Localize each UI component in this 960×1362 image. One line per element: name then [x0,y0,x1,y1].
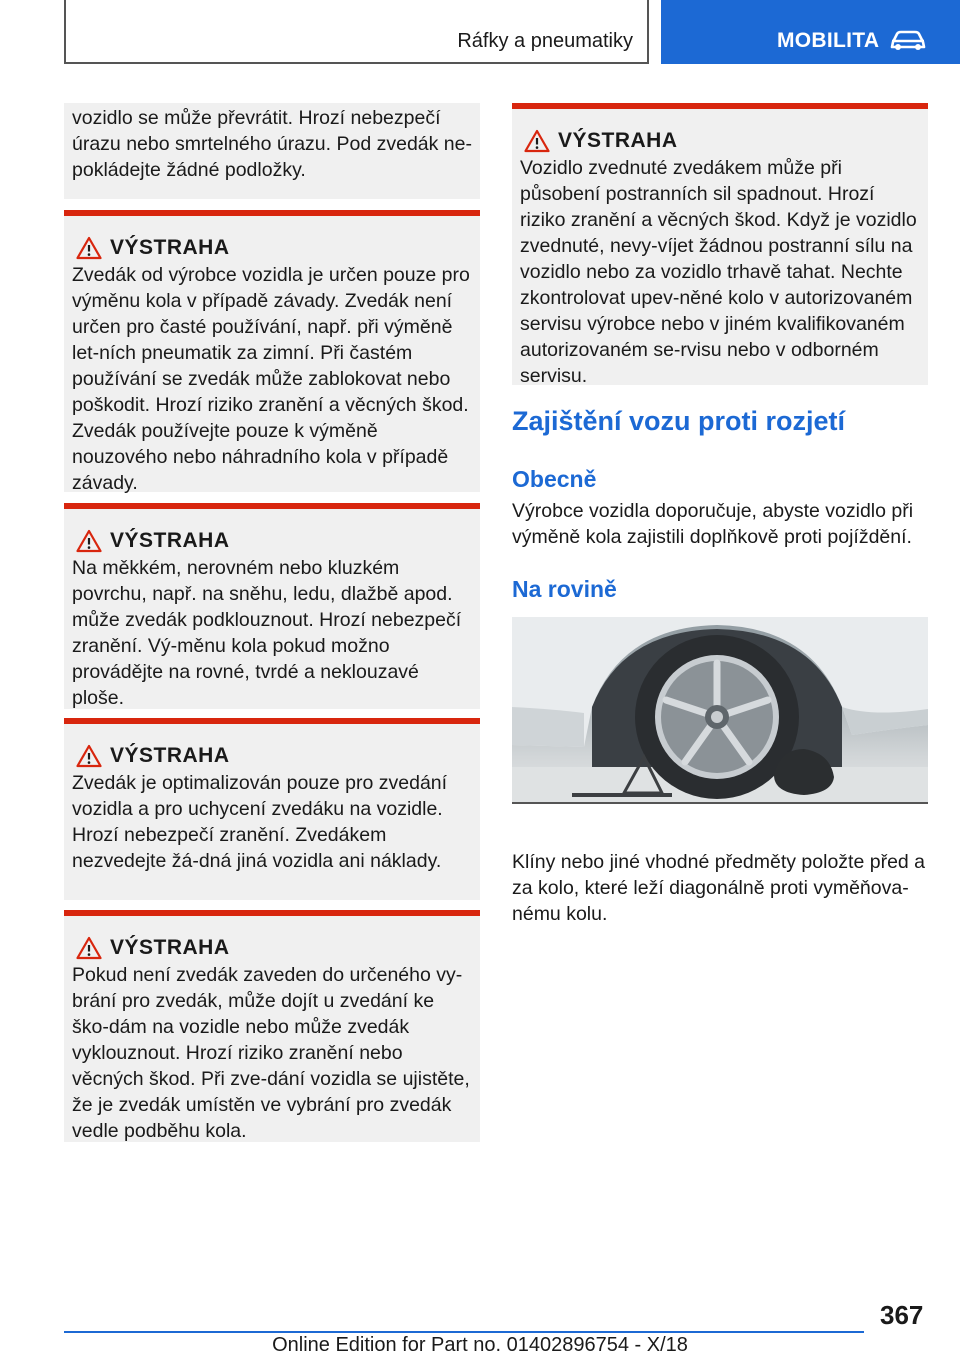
warning-box [64,503,480,709]
warning-box [64,910,480,1142]
warning-text: Na měkkém, nerovném nebo kluzkém povrchu, např. na sněhu, ledu, dlažbě apod. může zvedák podklouznout. Hrozí nebezpečí zranění. Vý-měnu kola pokud možno provádějte na rovné, tvrdé a neklouzavé ploše. [72,557,462,709]
warning-title: VÝSTRAHA [72,934,472,962]
warning-triangle-icon [76,936,102,960]
section-title: Ráfky a pneumatiky [457,30,633,52]
general-paragraph: Výrobce vozidla doporučuje, abyste vozidlo při výměně kola zajistili doplňkově proti pojíždění. [512,500,914,548]
warning-triangle-icon [76,744,102,768]
warning-title: VÝSTRAHA [520,127,920,155]
warning-triangle-icon [76,529,102,553]
warning-title: VÝSTRAHA [72,234,472,262]
warning-title: VÝSTRAHA [72,527,472,555]
continued-text: vozidlo se může převrátit. Hrozí nebezpečí úrazu nebo smrtelného úrazu. Pod zvedák ne-pokládejte žádné podložky. [72,107,472,181]
subheading-flat-ground: Na rovině [512,576,617,602]
footer-edition [0,1334,960,1357]
car-icon [889,28,927,52]
warning-box [64,718,480,900]
warning-text: Zvedák od výrobce vozidla je určen pouze pro výměnu kola v případě závady. Zvedák není určen pro časté používání, např. při výměně let-ních pneumatik za zimní. Při častém používání se zvedák může zablokovat nebo poškodit. Hrozí riziko zranění a věcných škod. Zvedák používejte pouze k výměně nouzového nebo náhradního kola v případě závady. [72,264,470,494]
page-number: 367 [880,1300,924,1330]
header-section-box [64,0,649,64]
wheel-photo [512,617,928,804]
warning-box [512,103,928,385]
continued-note-box [64,103,480,199]
warning-text: Vozidlo zvednuté zvedákem může při působení postranních sil spadnout. Hrozí riziko zranění a věcných škod. Když je vozidlo zvednuté, nevy-víjet žádnou postranní sílu na vozidlo nebo za vozidlo trhavě tahat. Nechte zkontrolovat upev-něné kolo v autorizovaném servisu výrobce nebo v jiném kvalifikovaném autorizovaném se-rvisu nebo v odborném servisu. [520,157,917,387]
warning-box [64,210,480,492]
section-heading: Zajištění vozu proti rozjetí [512,406,846,436]
chapter-title: MOBILITA [777,29,880,52]
footer-rule [64,1331,864,1333]
photo-baseline [512,802,928,804]
warning-triangle-icon [524,129,550,153]
chapter-tab [661,0,960,64]
warning-text: Pokud není zvedák zaveden do určeného vy-brání pro zvedák, může dojít u zvedání ke ško-dám na vozidle nebo může zvedák vyklouznout. Hrozí riziko zranění nebo věcných škod. Při zve-dání vozidla se ujistěte, že je zvedák umístěn ve vybrání pro zvedák vedle podběhu kola. [72,964,470,1142]
warning-triangle-icon [76,236,102,260]
edition-text: Online Edition for Part no. 01402896754 - X/18 [272,1334,688,1356]
flat-ground-paragraph: Klíny nebo jiné vhodné předměty položte před a za kolo, které leží diagonálně proti vyměňova-nému kolu. [512,851,926,925]
subheading-general: Obecně [512,466,597,492]
warning-text: Zvedák je optimalizován pouze pro zvedání vozidla a pro uchycení zvedáku na vozidle. Hrozí nebezpečí zranění. Zvedákem nezvedejte žá-dná jiná vozidla ani náklady. [72,772,448,872]
wheel-chock-illustration [512,617,928,804]
warning-title: VÝSTRAHA [72,742,472,770]
